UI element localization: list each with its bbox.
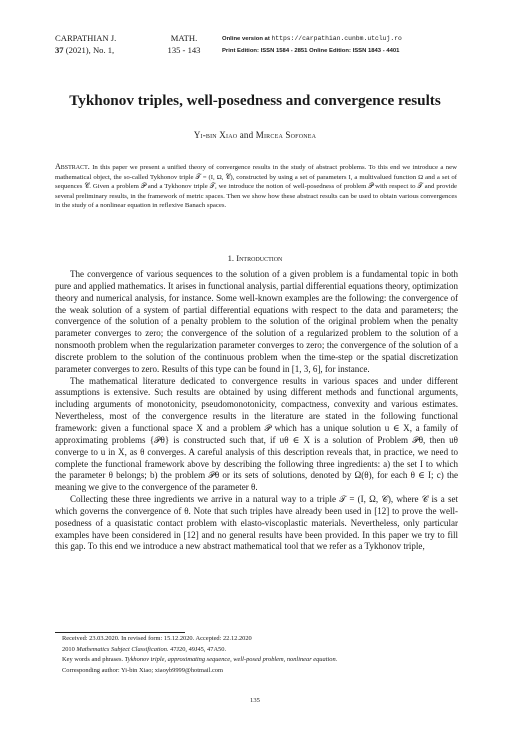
msc-codes: 47J20, 49J45, 47A50. bbox=[170, 645, 227, 653]
page-range: 135 - 143 bbox=[167, 44, 201, 55]
paper-title: Tykhonov triples, well-posedness and convergence results bbox=[69, 92, 441, 109]
footnote-received: Received: 23.03.2020. In revised form: 15.12.2020. Accepted: 22.12.2020 bbox=[62, 635, 252, 642]
journal-header bbox=[55, 33, 116, 56]
section-number: 1. bbox=[227, 253, 235, 263]
subject: MATH. bbox=[170, 33, 198, 43]
volume-line bbox=[55, 45, 116, 57]
footnote-keywords bbox=[62, 655, 337, 666]
edition-info bbox=[222, 33, 402, 57]
abstract bbox=[55, 162, 457, 211]
section-title: Introduction bbox=[236, 253, 283, 263]
volume-number: 37 bbox=[55, 44, 64, 55]
msc-label: Mathematics Subject Classification. bbox=[76, 645, 169, 653]
abstract-text: In this paper we present a unified theory of convergence results in the study of abstract problems. To this end we introduce a new mathematical object, the so-called Tykhonov triple 𝒯 = (I, Ω, 𝒞), constructed by using a set of parameters I, a multivalued function Ω and a set of sequences 𝒞. Given a problem 𝒫 and a Tykhonov triple 𝒯, we introduce the notion of well-posedness of problem 𝒫 with respect to 𝒯 and provide several preliminary results, in the framework of metric spaces. Then we show how these abstract results can be used to obtain various convergences in the study of a nonlinear equation in reflexive Banach spaces. bbox=[55, 164, 457, 210]
journal-name: CARPATHIAN J. bbox=[55, 33, 117, 43]
keywords: Tykhonov triple, approximating sequence, well-posed problem, nonlinear equation. bbox=[124, 656, 338, 664]
author-first: Yi-bin Xiao bbox=[193, 130, 238, 140]
author-conjunction: and bbox=[239, 130, 254, 140]
footnote-msc bbox=[62, 645, 226, 656]
author-line bbox=[0, 130, 510, 140]
online-url-link[interactable]: https://carpathian.cunbm.utcluj.ro bbox=[271, 35, 402, 42]
footnote-rule bbox=[55, 632, 185, 633]
page-number: 135 bbox=[250, 697, 260, 704]
body-text bbox=[55, 269, 458, 553]
paragraph: The mathematical literature dedicated to convergence results in various spaces and under different assumptions is extensive. Such results are obtained by using different methods and functional arguments, including arguments of monotonicity, pseudomonotonicity, compactness, convexity and various estimates. Nevertheless, most of the convergence results in the literature are stated in the following functional framework: given a functional space X and a problem 𝒫 which has a unique solution u ∈ X, a family of approximating problems {𝒫θ} is constructed such that, if uθ ∈ X is a solution of Problem 𝒫θ, then uθ converge to u in X, as θ converges. A careful analysis of this description reveals that, in practice, we need to complete the functional framework above by describing the following three ingredients: a) the set I to which the parameter θ belongs; b) the problem 𝒫θ or its sets of solutions, denoted by Ω(θ), for each θ ∈ I; c) the meaning we give to the convergence of the parameter θ. bbox=[55, 375, 458, 493]
keywords-label: Key words and phrases. bbox=[62, 656, 124, 664]
subject-header bbox=[160, 33, 208, 56]
issn-line: Print Edition: ISSN 1584 - 2851 Online Edition: ISSN 1843 - 4401 bbox=[222, 47, 400, 54]
paragraph: The convergence of various sequences to the solution of a given problem is a fundamental topic in both pure and applied mathematics. It arises in functional analysis, partial differential equations theory, optimization theory and numerical analysis, for instance. Some well-known examples are the following: the convergence of the weak solution of a system of partial differential equations with respect to the data and parameters; the convergence of the solution of a penalty problem to the solution of the original problem when the penalty parameter converges to zero; the convergence of the solution of a regularized problem to the solution of a nonsmooth problem when the regularization parameter converges to zero; the convergence of the solution of a discrete problem to the solution of the continuous problem when the time-step or the spatial discretization parameter converges to zero. Results of this type can be found in [1, 3, 6], for instance. bbox=[55, 269, 458, 374]
online-line bbox=[222, 33, 402, 46]
author-second: Mircea Sofonea bbox=[255, 130, 317, 140]
msc-year: 2010 bbox=[62, 645, 75, 653]
section-heading bbox=[0, 253, 510, 263]
abstract-label: Abstract. bbox=[55, 162, 90, 171]
year-issue: (2021), No. 1, bbox=[65, 44, 115, 55]
paragraph: Collecting these three ingredients we arrive in a natural way to a triple 𝒯 = (I, Ω, 𝒞), where 𝒞 is a set which governs the convergence of θ. Note that such triples have already been used in [12] to prove the well-posedness of a quasistatic contact problem with elasto-viscoplastic materials. Nevertheless, only particular examples have been considered in [12] and no general results have been provided. In this paper we try to fill this gap. To this end we introduce a new abstract mathematical tool that we refer as a Tykhonov triple, bbox=[55, 494, 458, 552]
footnote-corresponding-author: Corresponding author: Yi-bin Xiao; xiaoyb9999@hotmail.com bbox=[62, 667, 223, 675]
online-label: Online version at bbox=[222, 36, 270, 42]
